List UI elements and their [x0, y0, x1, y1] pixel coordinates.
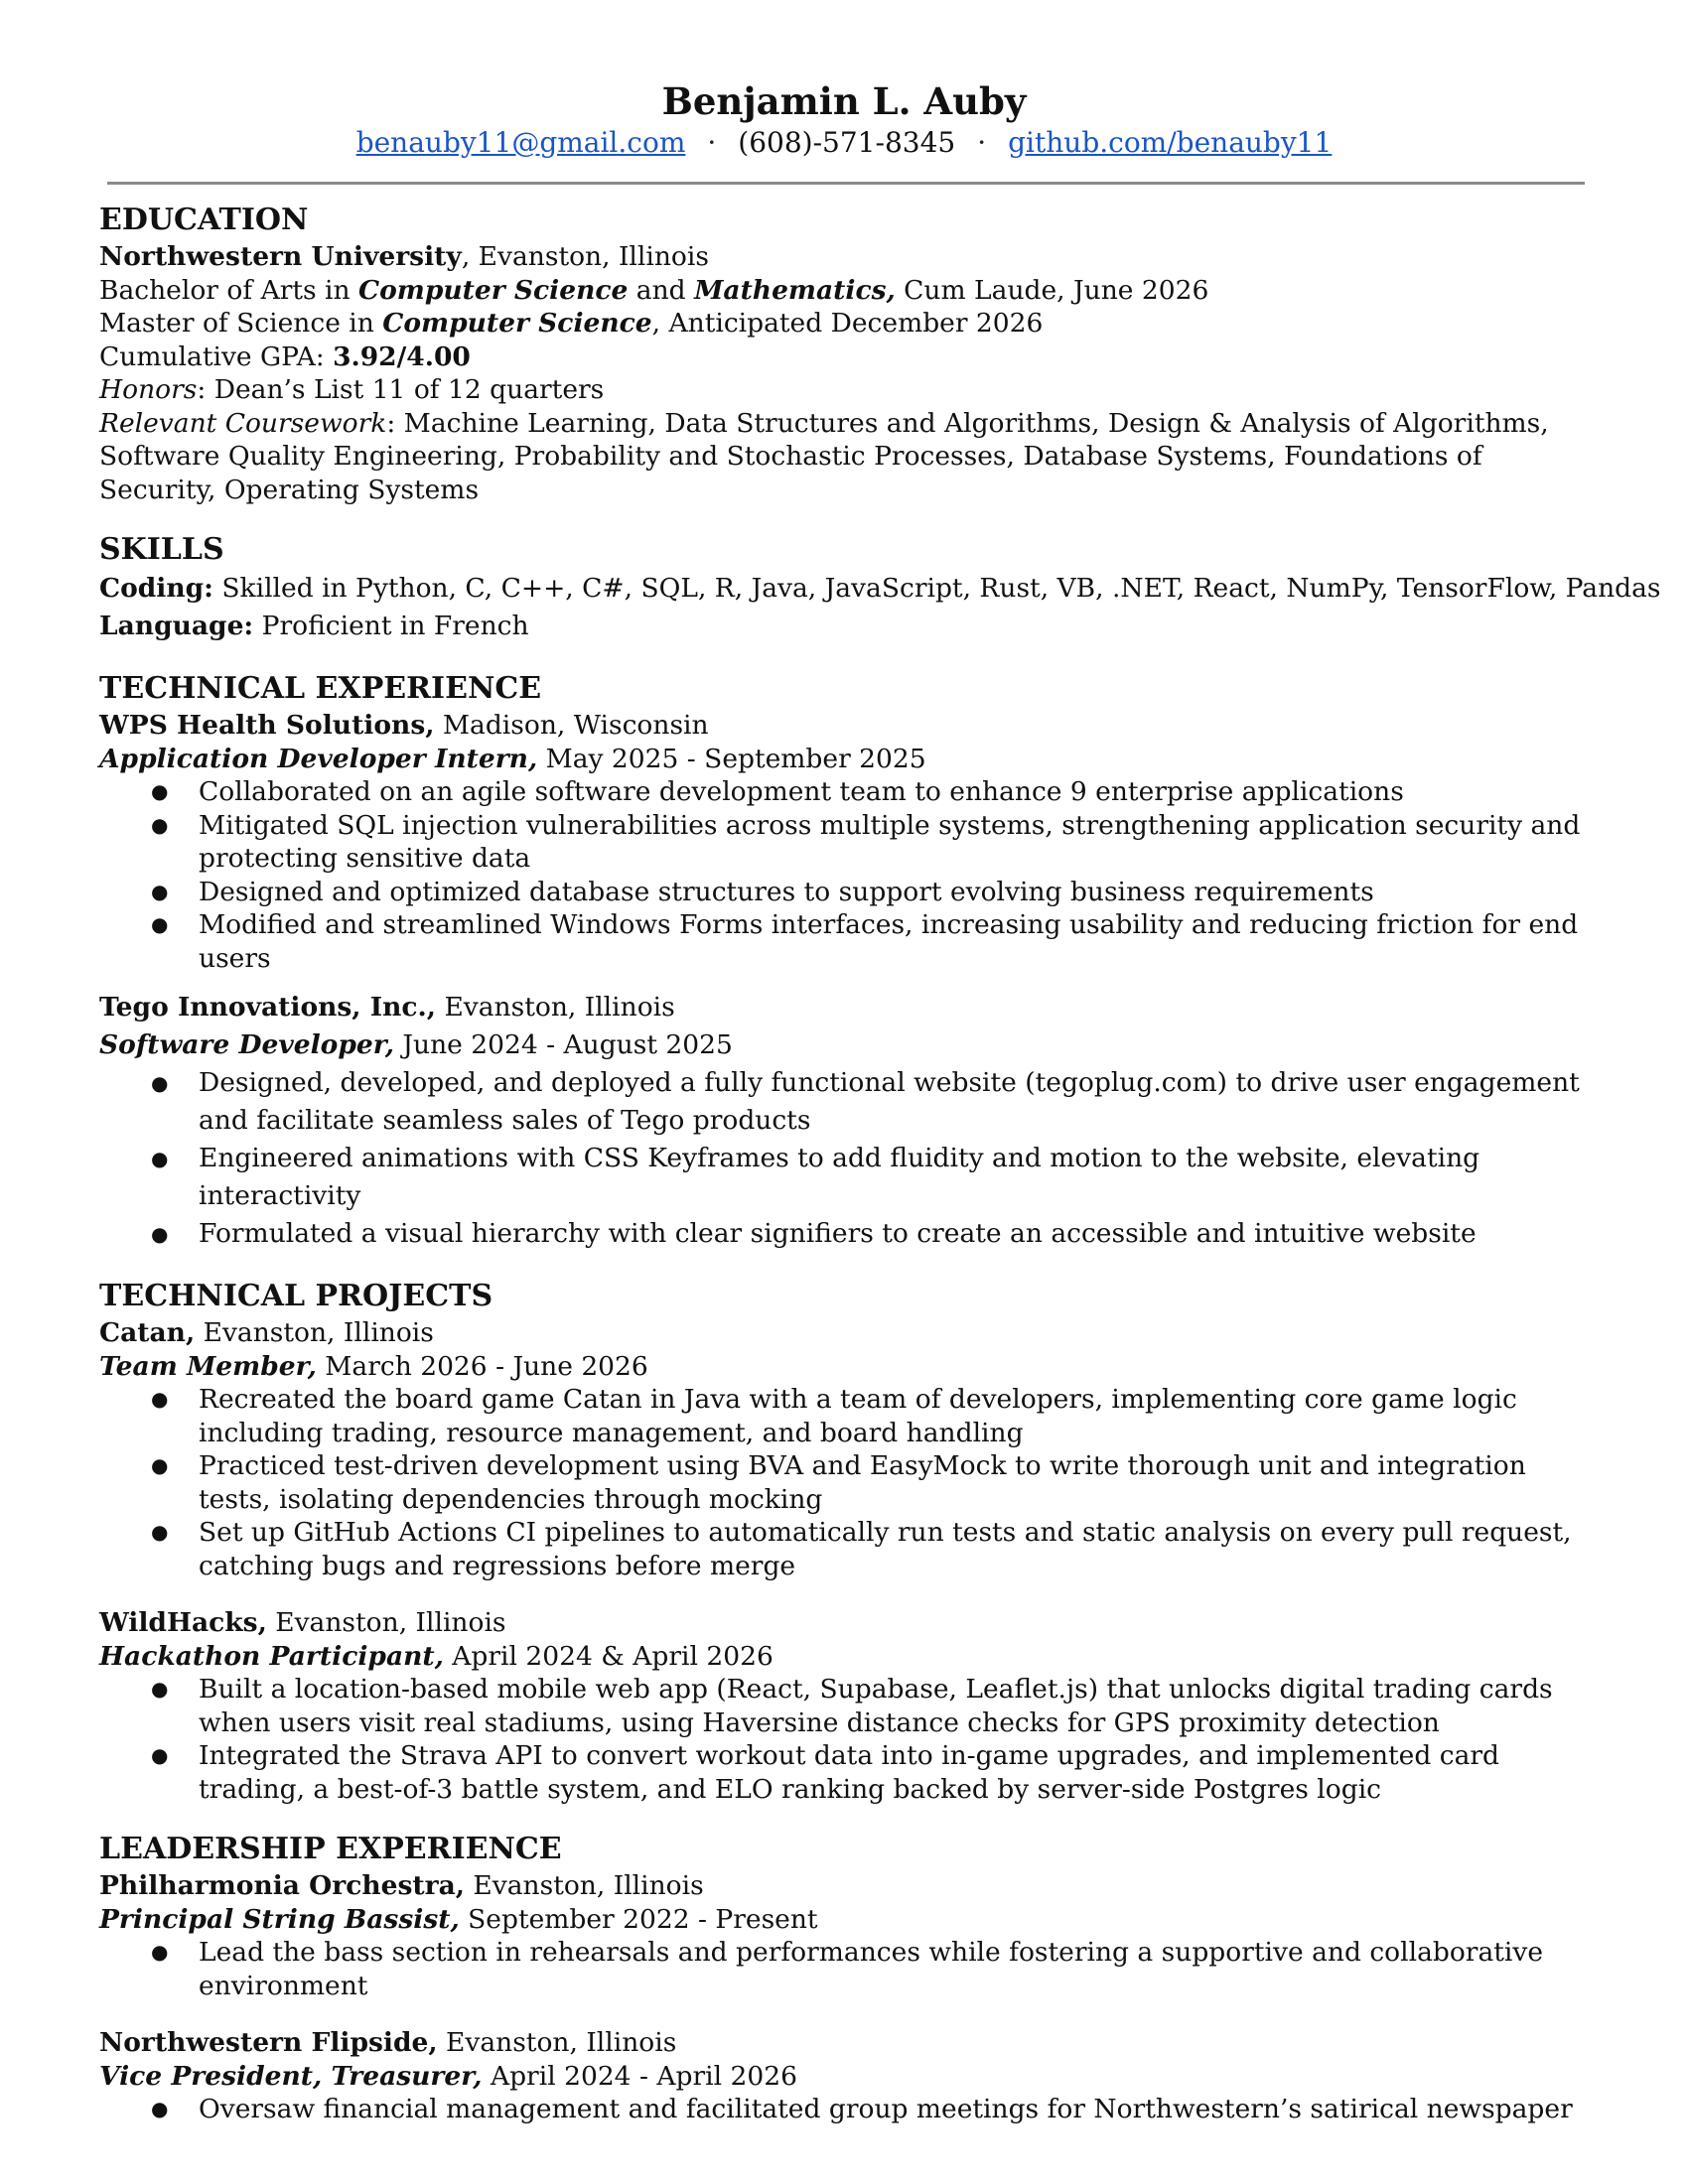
degree-label: Bachelor of Arts in	[99, 274, 359, 306]
school-name: Northwestern University	[99, 241, 462, 272]
bullet-icon: ●	[151, 1940, 169, 1964]
bullet-text: Engineered animations with CSS Keyframes to add fluidity and motion to the website, elevating interactivity	[199, 1143, 1480, 1211]
education-honors	[99, 373, 1599, 407]
entry-org-line	[99, 1869, 1599, 1903]
bullet-icon: ●	[151, 2097, 169, 2120]
entry-dates: June 2024 - August 2025	[393, 1029, 733, 1060]
entry-location: Evanston, Illinois	[465, 1870, 704, 1901]
entry-dates: April 2024 - April 2026	[482, 2060, 797, 2092]
gpa-label: Cumulative GPA:	[99, 341, 334, 372]
list-item	[151, 775, 1599, 809]
bullet-list	[99, 1936, 1599, 2002]
list-item	[151, 1140, 1599, 1215]
entry-org-line	[99, 989, 1599, 1026]
experience-entry	[99, 989, 1599, 1253]
education-ba	[99, 274, 1599, 308]
bullet-icon: ●	[151, 1520, 169, 1544]
list-item	[151, 1215, 1599, 1253]
bullet-text: Practiced test-driven development using BVA and EasyMock to write thorough unit and integration tests, isolating dependencies through mocking	[199, 1450, 1526, 1515]
bullet-list	[99, 2093, 1599, 2126]
entry-role: Application Developer Intern,	[99, 743, 538, 774]
skills-language	[99, 608, 1599, 645]
bullet-list	[99, 1673, 1599, 1806]
contact-line	[0, 123, 1688, 163]
entry-org-line	[99, 1316, 1599, 1350]
bullet-text: Formulated a visual hierarchy with clear signifiers to create an accessible and intuitive website	[199, 1218, 1477, 1249]
list-item	[151, 1739, 1599, 1806]
list-item	[151, 1516, 1599, 1582]
entry-location: Evanston, Illinois	[266, 1607, 506, 1638]
bullet-list	[99, 1064, 1599, 1253]
bullet-icon: ●	[151, 779, 169, 803]
coursework-label: Relevant Coursework	[99, 407, 387, 439]
section-title-experience: TECHNICAL EXPERIENCE	[99, 671, 542, 706]
bullet-text: Oversaw financial management and facilitated group meetings for Northwestern’s satirical newspaper	[199, 2094, 1573, 2124]
skill-label: Coding:	[99, 573, 213, 604]
education-school	[99, 240, 1599, 274]
list-item	[151, 809, 1599, 876]
education-ms	[99, 307, 1599, 341]
entry-org: Catan,	[99, 1317, 196, 1348]
honors-text: : Dean’s List 11 of 12 quarters	[197, 374, 605, 405]
major: Computer Science	[358, 274, 629, 306]
phone-number: (608)-571-8345	[738, 126, 956, 159]
degree-details: , Anticipated December 2026	[651, 308, 1044, 339]
entry-location: Evanston, Illinois	[195, 1317, 434, 1348]
education-gpa	[99, 341, 1599, 374]
list-item	[151, 2093, 1599, 2126]
list-item	[151, 1936, 1599, 2002]
list-item	[151, 1064, 1599, 1140]
list-item	[151, 876, 1599, 909]
entry-role-line	[99, 2060, 1599, 2094]
major: Mathematics,	[694, 274, 896, 306]
contact-separator: ·	[977, 126, 987, 159]
entry-role-line	[99, 1903, 1599, 1937]
bullet-list	[99, 775, 1599, 975]
education-coursework	[99, 407, 1599, 507]
experience-entry	[99, 709, 1599, 975]
project-entry	[99, 1606, 1599, 1806]
bullet-icon: ●	[151, 879, 169, 903]
entry-org: Northwestern Flipside,	[99, 2027, 438, 2058]
list-item	[151, 1673, 1599, 1739]
entry-org-line	[99, 709, 1599, 743]
section-title-leadership: LEADERSHIP EXPERIENCE	[99, 1832, 562, 1866]
entry-org: WildHacks,	[99, 1607, 267, 1638]
section-title-education: EDUCATION	[99, 203, 309, 237]
project-entry	[99, 1316, 1599, 1582]
bullet-text: Set up GitHub Actions CI pipelines to automatically run tests and static analysis on every pull request, catching bugs and regressions before merge	[199, 1517, 1572, 1581]
bullet-icon: ●	[151, 1147, 169, 1170]
entry-dates: April 2024 & April 2026	[443, 1640, 774, 1672]
candidate-name: Benjamin L. Auby	[661, 79, 1027, 123]
bullet-text: Modified and streamlined Windows Forms interfaces, increasing usability and reducing friction for end users	[199, 909, 1579, 974]
section-title-projects: TECHNICAL PROJECTS	[99, 1279, 493, 1313]
bullet-text: Lead the bass section in rehearsals and performances while fostering a supportive and collaborative environment	[199, 1937, 1544, 2001]
gpa-value: 3.92/4.00	[333, 341, 471, 372]
leadership-entry	[99, 1869, 1599, 2002]
entry-dates: March 2026 - June 2026	[316, 1350, 648, 1382]
bullet-text: Built a location-based mobile web app (React, Supabase, Leaflet.js) that unlocks digital trading cards when users visit real stadiums, using Haversine distance checks for GPS proximity detection	[199, 1674, 1553, 1738]
entry-location: Evanston, Illinois	[436, 992, 675, 1023]
leadership-entry	[99, 2026, 1599, 2126]
email-link[interactable]: benauby11@gmail.com	[355, 126, 686, 159]
entry-role-line	[99, 1640, 1599, 1674]
bullet-icon: ●	[151, 1453, 169, 1477]
entry-role: Vice President, Treasurer,	[99, 2060, 483, 2092]
bullet-icon: ●	[151, 1222, 169, 1246]
bullet-icon: ●	[151, 1743, 169, 1767]
bullet-list	[99, 1383, 1599, 1582]
skills-coding	[99, 570, 1661, 608]
degree-label: Master of Science in	[99, 308, 383, 339]
bullet-text: Recreated the board game Catan in Java with a team of developers, implementing core game logic including trading, resource management, and board handling	[199, 1384, 1517, 1448]
list-item	[151, 1383, 1599, 1449]
degree-connector: and	[628, 274, 695, 306]
degree-details: Cum Laude, June 2026	[895, 274, 1209, 306]
entry-org: Philharmonia Orchestra,	[99, 1870, 465, 1901]
bullet-text: Designed, developed, and deployed a fully functional website (tegoplug.com) to drive user engagement and facilitate seamless sales of Tego products	[199, 1067, 1580, 1136]
bullet-text: Integrated the Strava API to convert workout data into in-game upgrades, and implemented card trading, a best-of-3 battle system, and ELO ranking backed by server-side Postgres logic	[199, 1740, 1500, 1805]
bullet-icon: ●	[151, 912, 169, 936]
entry-role-line	[99, 1350, 1599, 1384]
coursework-text: : Machine Learning, Data Structures and Algorithms, Design & Analysis of Algorithms, Software Quality Engineering, Probability and Stochastic Processes, Database Systems, Foundations of Security, Operating Systems	[99, 407, 1549, 505]
bullet-text: Designed and optimized database structures to support evolving business requirements	[199, 876, 1374, 907]
entry-dates: May 2025 - September 2025	[537, 743, 926, 774]
major: Computer Science	[382, 308, 652, 339]
honors-label: Honors	[99, 374, 198, 405]
list-item	[151, 908, 1599, 975]
entry-location: Evanston, Illinois	[437, 2027, 677, 2058]
entry-org: Tego Innovations, Inc.,	[99, 992, 437, 1023]
bullet-text: Collaborated on an agile software development team to enhance 9 enterprise applications	[199, 776, 1404, 807]
list-item	[151, 1449, 1599, 1516]
entry-role: Team Member,	[99, 1350, 317, 1382]
entry-org-line	[99, 1606, 1599, 1640]
header-divider	[107, 182, 1585, 185]
bullet-icon: ●	[151, 812, 169, 837]
bullet-text: Mitigated SQL injection vulnerabilities across multiple systems, strengthening application security and protecting sensitive data	[199, 809, 1581, 874]
bullet-icon: ●	[151, 1071, 169, 1095]
entry-role-line	[99, 743, 1599, 776]
entry-role-line	[99, 1026, 1599, 1064]
bullet-icon: ●	[151, 1387, 169, 1411]
entry-role: Software Developer,	[99, 1029, 394, 1060]
entry-location: Madison, Wisconsin	[434, 710, 709, 741]
bullet-icon: ●	[151, 1677, 169, 1701]
skill-label: Language:	[99, 611, 254, 641]
contact-separator: ·	[707, 126, 717, 159]
entry-org-line	[99, 2026, 1599, 2060]
skill-text: Skilled in Python, C, C++, C#, SQL, R, Java, JavaScript, Rust, VB, .NET, React, NumPy, TensorFlow, Pandas	[212, 573, 1661, 604]
entry-dates: September 2022 - Present	[459, 1903, 818, 1935]
github-link[interactable]: github.com/benauby11	[1008, 126, 1333, 159]
entry-role: Hackathon Participant,	[99, 1640, 444, 1672]
entry-role: Principal String Bassist,	[99, 1903, 460, 1935]
section-title-skills: SKILLS	[99, 532, 224, 567]
skill-text: Proficient in French	[253, 611, 529, 641]
resume-body	[99, 201, 1661, 2126]
entry-org: WPS Health Solutions,	[99, 710, 435, 741]
school-location: , Evanston, Illinois	[461, 241, 709, 272]
